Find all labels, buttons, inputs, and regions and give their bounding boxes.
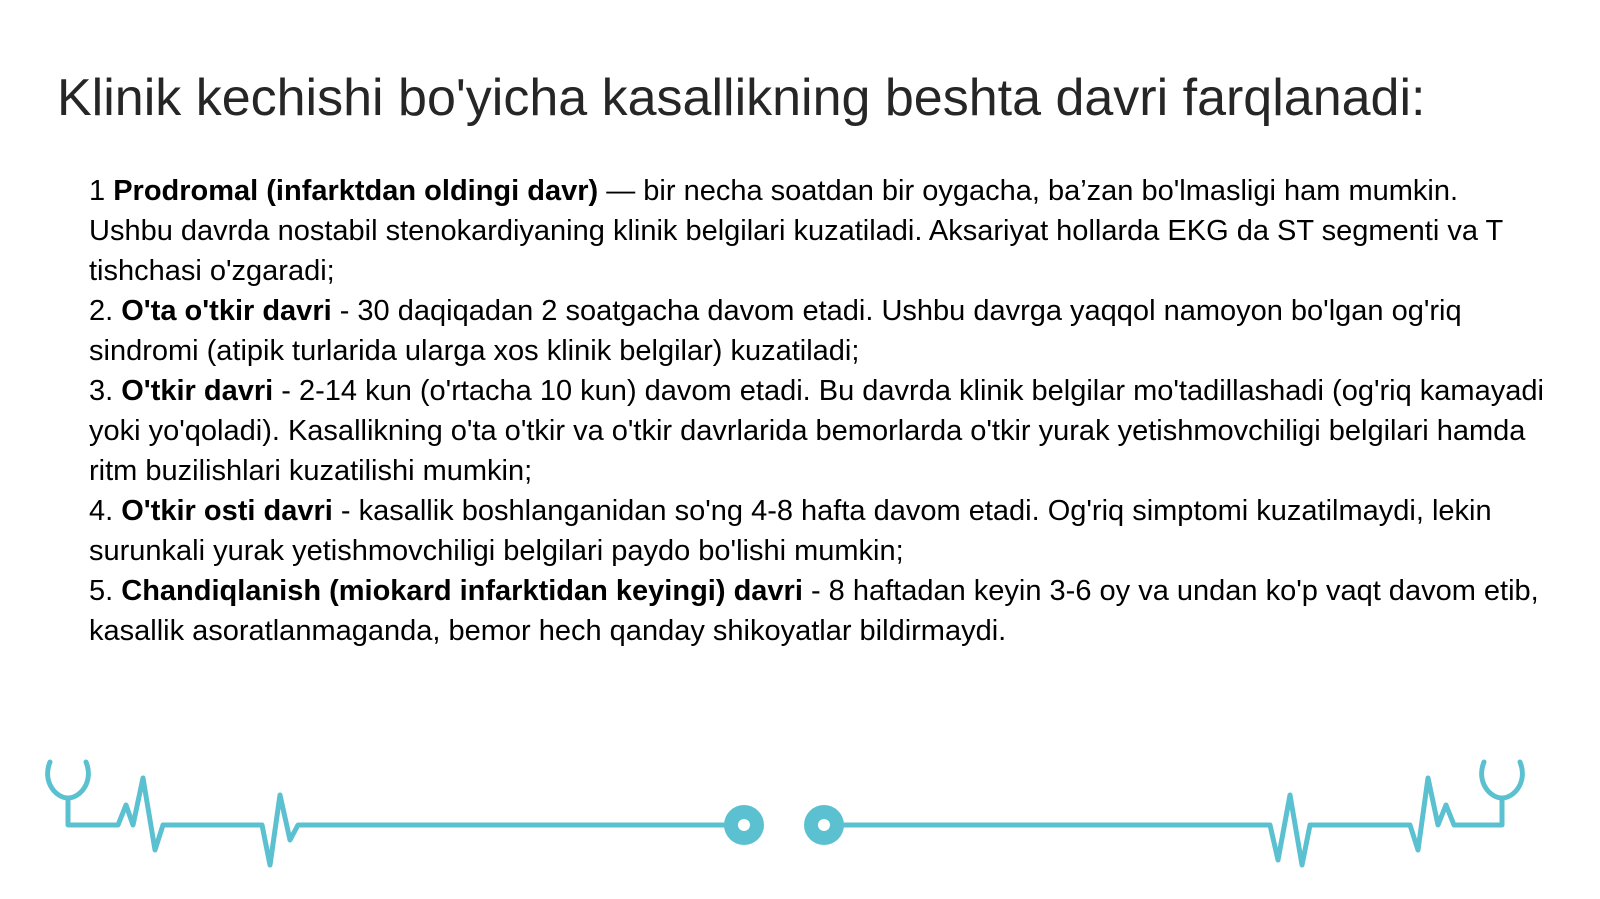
stage-description: - 8 haftadan keyin 3-6 oy va undan ko'p vaqt davom etib, kasallik asoratlanmaganda, bemor hech qanday shikoyatlar bildirmaydi. (89, 575, 1539, 647)
slide-title: Klinik kechishi bo'yicha kasallikning beshta davri farqlanadi: (57, 69, 1426, 127)
stage-description: - 30 daqiqadan 2 soatgacha davom etadi. Ushbu davrga yaqqol namoyon bo'lgan og'riq sindromi (atipik turlarida ularga xos klinik belgilar) kuzatiladi; (89, 295, 1462, 367)
stage-item-3 (89, 371, 1549, 491)
stage-name: Chandiqlanish (miokard infarktidan keyingi) davri (121, 575, 803, 607)
stage-item-4 (89, 491, 1549, 571)
stage-number: 1 (89, 175, 114, 207)
stage-description: - 2-14 kun (o'rtacha 10 kun) davom etadi. Bu davrda klinik belgilar mo'tadillashadi (og'riq kamayadi yoki yo'qoladi). Kasallikning o'ta o'tkir va o'tkir davrlarida bemorlarda o'tkir yurak yetishmovchiligi belgilari hamda ritm buzilishlari kuzatilishi mumkin; (89, 375, 1544, 487)
stage-description: — bir necha soatdan bir oygacha, ba’zan bo'lmasligi ham mumkin. Ushbu davrda nostabil stenokardiyaning klinik belgilari kuzatiladi. Aksariyat hollarda EKG da ST segmenti va T tishchasi o'zgaradi; (89, 175, 1503, 287)
stage-name: O'tkir osti davri (121, 495, 333, 527)
connector-dot-left (724, 805, 764, 845)
stage-name: O'tkir davri (121, 375, 274, 407)
stage-number: 5. (89, 575, 122, 607)
stethoscope-heartbeat-decoration (0, 750, 1600, 890)
stethoscope-heartbeat-icon-right (844, 762, 1522, 865)
stage-item-1 (89, 171, 1549, 291)
stage-item-5 (89, 571, 1549, 651)
stage-number: 2. (89, 295, 122, 327)
stage-number: 4. (89, 495, 122, 527)
stage-description: - kasallik boshlanganidan so'ng 4-8 hafta davom etadi. Og'riq simptomi kuzatilmaydi, lekin surunkali yurak yetishmovchiligi belgilari paydo bo'lishi mumkin; (89, 495, 1492, 567)
stage-name: Prodromal (infarktdan oldingi davr) (113, 175, 599, 207)
stages-list (89, 171, 1549, 651)
connector-dot-right (804, 805, 844, 845)
stage-item-2 (89, 291, 1549, 371)
stethoscope-heartbeat-icon-left (48, 762, 725, 865)
stage-number: 3. (89, 375, 122, 407)
stage-name: O'ta o'tkir davri (121, 295, 332, 327)
